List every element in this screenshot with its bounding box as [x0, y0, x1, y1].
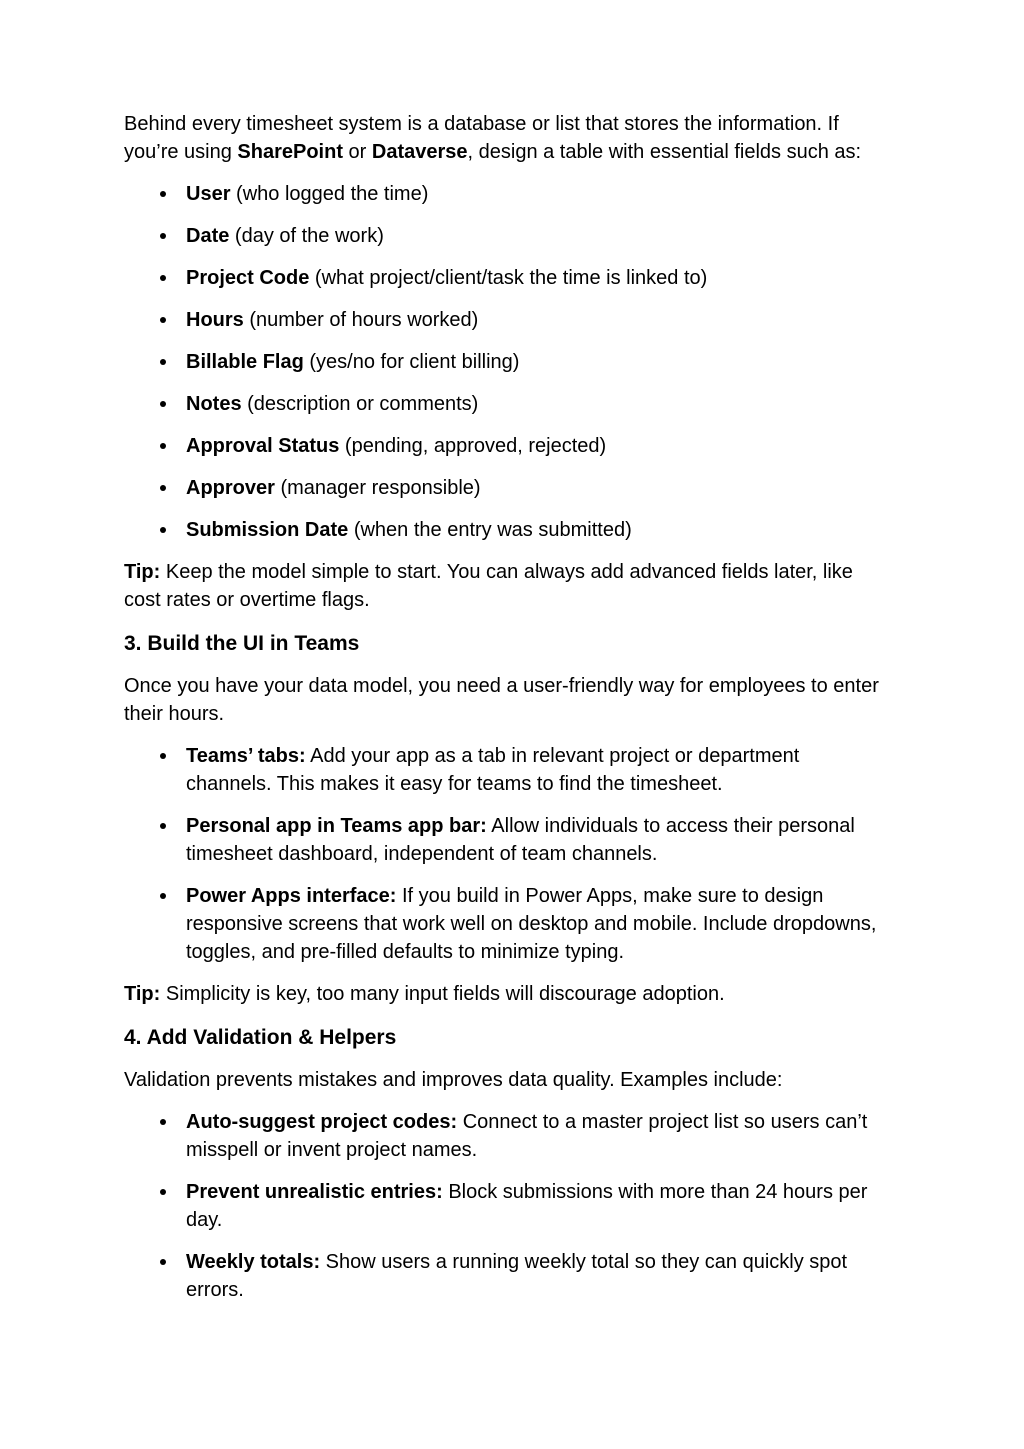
list-item: [124, 812, 880, 868]
bullet-icon: [160, 275, 166, 281]
field-term: User: [186, 183, 231, 205]
item-term: Power Apps interface:: [186, 885, 397, 907]
field-term: Submission Date: [186, 519, 349, 541]
tip-label: Tip:: [124, 561, 161, 583]
bullet-icon: [160, 191, 166, 197]
item-desc: If you build in Power Apps, make sure to design responsive screens that work well on desktop and mobile. Include dropdowns, toggles, and pre-filled defaults to minimize typing.: [186, 885, 877, 963]
teams-ui-list: [124, 742, 880, 966]
list-item: [124, 882, 880, 966]
bullet-icon: [160, 1119, 166, 1125]
list-item: [124, 306, 880, 334]
validation-list: [124, 1108, 880, 1304]
bullet-icon: [160, 443, 166, 449]
tip-label: Tip:: [124, 983, 161, 1005]
item-term: Teams’ tabs:: [186, 745, 306, 767]
tip-text: Keep the model simple to start. You can always add advanced fields later, like cost rates or overtime flags.: [124, 561, 853, 611]
field-term: Project Code: [186, 267, 310, 289]
section3-paragraph: Once you have your data model, you need a user-friendly way for employees to enter their hours.: [124, 675, 879, 725]
list-item: [124, 1248, 880, 1304]
list-item: [124, 264, 880, 292]
list-item: [124, 742, 880, 798]
bullet-icon: [160, 401, 166, 407]
item-desc: Block submissions with more than 24 hours per day.: [186, 1181, 868, 1231]
bullet-icon: [160, 527, 166, 533]
field-desc: (description or comments): [241, 393, 479, 415]
field-desc: (who logged the time): [230, 183, 429, 205]
field-desc: (day of the work): [229, 225, 384, 247]
bullet-icon: [160, 485, 166, 491]
tip-paragraph: [124, 558, 880, 614]
list-item: [124, 390, 880, 418]
field-term: Billable Flag: [186, 351, 304, 373]
item-term: Personal app in Teams app bar:: [186, 815, 487, 837]
item-term: Weekly totals:: [186, 1251, 321, 1273]
field-desc: (pending, approved, rejected): [339, 435, 607, 457]
field-list: [124, 180, 880, 544]
field-term: Notes: [186, 393, 242, 415]
intro-paragraph: Behind every timesheet system is a database or list that stores the information. If you’re using SharePoint or Dataverse, design a table with essential fields such as:: [124, 113, 862, 163]
bullet-icon: [160, 1189, 166, 1195]
item-desc: Show users a running weekly total so they can quickly spot errors.: [186, 1251, 848, 1301]
field-term: Hours: [186, 309, 244, 331]
list-item: [124, 222, 880, 250]
bullet-icon: [160, 893, 166, 899]
list-item: [124, 516, 880, 544]
list-item: [124, 348, 880, 376]
bullet-icon: [160, 233, 166, 239]
section-heading-build-ui: 3. Build the UI in Teams: [124, 632, 360, 655]
item-desc: Allow individuals to access their personal timesheet dashboard, independent of team channels.: [186, 815, 855, 865]
list-item: [124, 474, 880, 502]
field-desc: (number of hours worked): [243, 309, 479, 331]
tip-text: Simplicity is key, too many input fields will discourage adoption.: [160, 983, 725, 1005]
item-term: Prevent unrealistic entries:: [186, 1181, 443, 1203]
field-desc: (yes/no for client billing): [303, 351, 520, 373]
bullet-icon: [160, 317, 166, 323]
field-term: Approval Status: [186, 435, 340, 457]
section4-paragraph: Validation prevents mistakes and improves data quality. Examples include:: [124, 1069, 783, 1091]
field-desc: (when the entry was submitted): [348, 519, 632, 541]
bullet-icon: [160, 359, 166, 365]
field-term: Approver: [186, 477, 275, 499]
field-desc: (what project/client/task the time is linked to): [309, 267, 708, 289]
bullet-icon: [160, 823, 166, 829]
item-desc: Add your app as a tab in relevant project or department channels. This makes it easy for teams to find the timesheet.: [186, 745, 800, 795]
bullet-icon: [160, 753, 166, 759]
field-term: Date: [186, 225, 230, 247]
bullet-icon: [160, 1259, 166, 1265]
list-item: [124, 1108, 880, 1164]
field-desc: (manager responsible): [274, 477, 481, 499]
item-desc: Connect to a master project list so users can’t misspell or invent project names.: [186, 1111, 868, 1161]
list-item: [124, 1178, 880, 1234]
list-item: [124, 432, 880, 460]
tip-paragraph: [124, 980, 880, 1008]
section-heading-validation: 4. Add Validation & Helpers: [124, 1026, 397, 1049]
item-term: Auto-suggest project codes:: [186, 1111, 458, 1133]
list-item: [124, 180, 880, 208]
